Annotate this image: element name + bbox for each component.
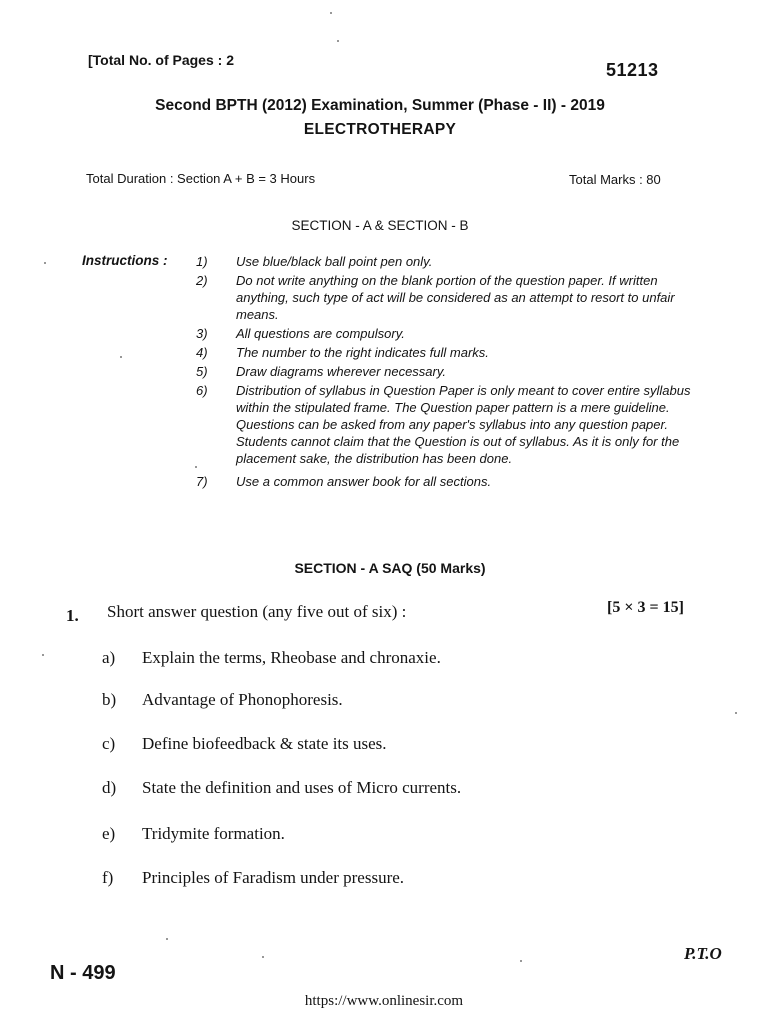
scan-speck (330, 12, 332, 14)
total-pages: [Total No. of Pages : 2 (88, 52, 234, 68)
total-duration: Total Duration : Section A + B = 3 Hours (86, 171, 316, 186)
section-a-heading: SECTION - A SAQ (50 Marks) (294, 560, 486, 576)
sub-question (102, 648, 441, 668)
scan-speck (44, 262, 46, 264)
sub-question-text: State the definition and uses of Micro currents. (142, 778, 462, 797)
instruction-item (190, 363, 710, 380)
instruction-item (190, 325, 710, 342)
instruction-item (190, 473, 710, 490)
instruction-text: The number to the right indicates full marks. (236, 345, 489, 360)
instruction-text: Distribution of syllabus in Question Paper is only meant to cover entire syllabus within the stipulated frame. The Question paper pattern is a mere guideline. Questions can be asked from any paper's syllabus into any question paper. Students cannot claim that the Question is out of syllabus. As it is only for the placement sake, the distribution has been done. (236, 383, 691, 466)
instruction-number: 7) (196, 474, 208, 489)
scan-speck (337, 40, 339, 42)
sub-question (102, 690, 343, 710)
question-marks: [5 × 3 = 15] (607, 599, 684, 616)
subject-title: ELECTROTHERAPY (303, 121, 457, 138)
instruction-number: 4) (196, 345, 208, 360)
scan-speck (262, 956, 264, 958)
instruction-item (190, 253, 710, 270)
instruction-number: 2) (196, 273, 208, 288)
scan-speck (42, 654, 44, 656)
question-number: 1. (66, 606, 79, 625)
sub-question-text: Define biofeedback & state its uses. (142, 734, 387, 753)
exam-title: Second BPTH (2012) Examination, Summer (Phase - II) - 2019 (155, 97, 605, 114)
instruction-text: Use a common answer book for all sections. (236, 474, 492, 489)
sub-question-text: Tridymite formation. (142, 824, 285, 843)
sub-question (102, 824, 285, 844)
scan-speck (735, 712, 737, 714)
sub-question-letter: f) (102, 868, 114, 887)
sub-question-text: Explain the terms, Rheobase and chronaxie. (142, 648, 441, 667)
scan-speck (195, 466, 197, 468)
instruction-item (190, 272, 710, 323)
sub-question-letter: c) (102, 734, 116, 753)
instruction-number: 6) (196, 383, 208, 398)
sub-question-text: Advantage of Phonophoresis. (142, 690, 343, 709)
sub-question-text: Principles of Faradism under pressure. (142, 868, 405, 887)
instruction-text: Use blue/black ball point pen only. (236, 254, 433, 269)
paper-code: 51213 (606, 60, 659, 80)
paper-serial-code: N - 499 (50, 962, 116, 984)
sub-question-letter: a) (102, 648, 116, 667)
sub-question-letter: d) (102, 778, 117, 797)
instruction-text: Do not write anything on the blank portion of the question paper. If written anything, such type of act will be considered as an attempt to resort to unfair means. (236, 273, 675, 322)
section-ab-heading: SECTION - A & SECTION - B (291, 218, 469, 233)
pto-mark: P.T.O (684, 944, 722, 963)
instruction-text: Draw diagrams wherever necessary. (236, 364, 446, 379)
sub-question (102, 778, 461, 798)
instruction-item (190, 382, 710, 467)
source-url: https://www.onlinesir.com (304, 993, 464, 1009)
scan-speck (166, 938, 168, 940)
total-marks: Total Marks : 80 (569, 172, 661, 187)
sub-question-letter: e) (102, 824, 116, 843)
instruction-number: 3) (196, 326, 208, 341)
sub-question-letter: b) (102, 690, 117, 709)
instruction-number: 1) (196, 254, 208, 269)
sub-question (102, 734, 387, 754)
scan-speck (120, 356, 122, 358)
scan-speck (520, 960, 522, 962)
instruction-number: 5) (196, 364, 208, 379)
sub-question (102, 868, 404, 888)
instruction-item (190, 344, 710, 361)
instructions-label: Instructions : (82, 253, 168, 268)
instructions-list (190, 253, 710, 490)
instruction-text: All questions are compulsory. (236, 326, 405, 341)
question-text: Short answer question (any five out of six) : (107, 602, 407, 621)
